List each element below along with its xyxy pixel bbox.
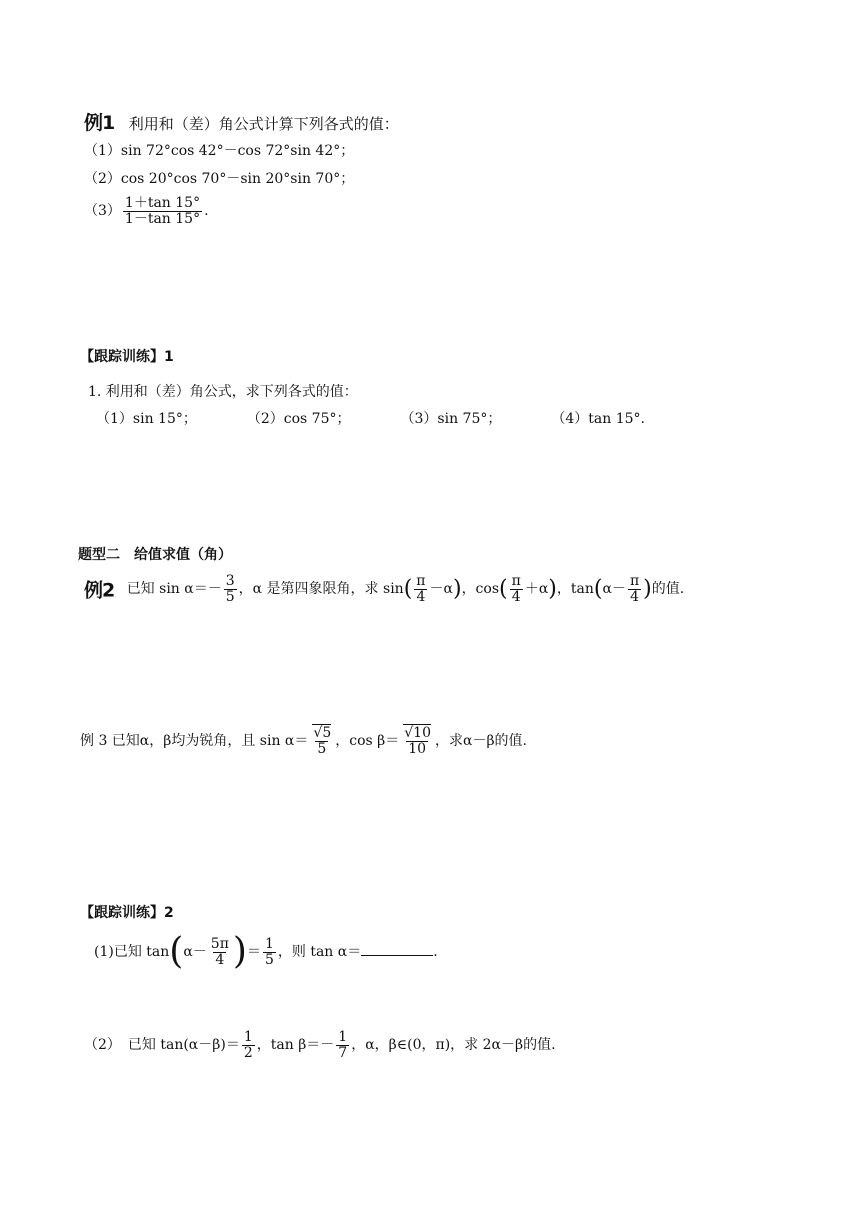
track-1-part-3: （3）sin 75°； (400, 411, 502, 427)
frac-numerator: 3 (225, 573, 235, 589)
frac-numerator: 1 (243, 1029, 253, 1045)
sqrt-radicand: √ 10 (403, 724, 431, 741)
example-2-text-1: 已知 sin α＝－ (126, 581, 222, 598)
p1-text-5: . (433, 944, 438, 960)
p2-text-2: ，tan β＝－ (256, 1037, 335, 1054)
right-paren: ) (232, 931, 247, 972)
track-1-part-4: （4）tan 15°. (551, 411, 645, 427)
frac-numerator (401, 726, 433, 741)
track-training-1-prompt: 1. 利用和（差）角公式，求下列各式的值： (88, 384, 358, 400)
example-1-item-1: （1）sin 72°cos 42°－cos 72°sin 42°； (84, 143, 355, 159)
answer-blank[interactable] (361, 943, 433, 956)
track-2-problem-2 (84, 1030, 556, 1060)
track-training-2-heading: 【跟踪训练】2 (80, 905, 174, 921)
example-1-item-2: （2）cos 20°cos 70°－sin 20°sin 70°； (84, 171, 355, 187)
example-2-text-8: 的值. (651, 581, 685, 598)
track-2-problem-1 (94, 931, 438, 972)
p2-text-3: ，α，β∈(0，π)，求 2α－β的值. (351, 1037, 556, 1054)
track-training-1-heading: 【跟踪训练】1 (80, 349, 174, 365)
frac-numerator: 1 (338, 1029, 348, 1045)
frac-denominator: 5 (317, 740, 327, 757)
frac-denominator: 4 (416, 588, 426, 605)
frac-denominator: 4 (511, 588, 521, 605)
frac-numerator: π (511, 573, 521, 589)
right-paren: ) (643, 576, 652, 602)
example-2-text-7: α－ (602, 581, 626, 598)
left-paren: ( (593, 576, 603, 602)
example-2-fraction-3 (510, 574, 523, 604)
right-paren: ) (452, 576, 462, 602)
example-2-text-5: ＋α (524, 581, 549, 598)
p1-text-1: (1)已知 tan (94, 944, 170, 960)
example-2-text-4: ，cos (461, 581, 500, 598)
example-2-text-2: ，α 是第四象限角，求 sin (238, 581, 404, 598)
p2-fraction-1 (242, 1030, 255, 1060)
frac-numerator: 1 (264, 935, 274, 952)
left-paren: ( (403, 576, 413, 602)
p1-text-4: ，则 tan α＝ (277, 944, 362, 960)
item-3-denominator: 1－tan 15° (124, 210, 201, 227)
example-2-fraction-1 (224, 574, 237, 604)
frac-numerator: π (629, 573, 640, 589)
item-3-prefix: （3） (84, 203, 121, 220)
p2-text-1: （2） 已知 tan(α－β)＝ (84, 1037, 240, 1054)
frac-numerator: 5π (210, 935, 229, 952)
frac-denominator: 7 (338, 1044, 348, 1061)
example-2-text-6: ，tan (556, 581, 594, 598)
frac-denominator: 4 (215, 951, 225, 968)
example-2 (84, 574, 684, 604)
frac-numerator: π (416, 573, 426, 589)
example-3-text-2: ，cos β＝ (335, 733, 400, 750)
frac-numerator (310, 726, 333, 741)
p1-text-3: ＝ (246, 944, 261, 960)
example-2-fraction-4 (628, 574, 641, 604)
right-paren: ) (548, 576, 557, 602)
track-1-part-2: （2）cos 75°； (246, 411, 351, 427)
example-1-prompt: 利用和（差）角公式计算下列各式的值： (128, 115, 399, 133)
frac-denominator: 2 (243, 1044, 253, 1061)
example-1 (84, 108, 399, 135)
p1-text-2: α－ (183, 944, 207, 960)
example-2-label: 例2 (84, 579, 115, 602)
example-1-item-3 (84, 196, 209, 226)
left-paren: ( (499, 576, 508, 602)
frac-denominator: 5 (225, 588, 235, 605)
example-3-fraction-1 (310, 726, 333, 756)
example-2-fraction-2 (414, 574, 427, 604)
frac-denominator: 4 (630, 588, 640, 605)
left-paren: ( (169, 931, 184, 972)
example-3-fraction-2 (401, 726, 433, 756)
type-2-heading: 题型二 给值求值（角） (78, 547, 232, 563)
frac-denominator: 10 (408, 740, 427, 757)
example-3-text-1: 例 3 已知α，β均为锐角，且 sin α＝ (80, 733, 309, 750)
frac-denominator: 5 (264, 951, 274, 968)
example-3-text-3: ，求α－β的值. (434, 733, 527, 750)
example-1-label: 例1 (84, 112, 115, 134)
track-training-1-parts (96, 408, 645, 428)
p1-fraction-2 (263, 937, 276, 967)
p2-fraction-2 (336, 1030, 349, 1060)
p1-fraction-1 (209, 937, 231, 967)
item-3-suffix: . (204, 203, 209, 220)
sqrt-radicand: √ 5 (312, 724, 331, 741)
example-2-text-3: －α (429, 581, 453, 598)
example-3 (80, 726, 527, 756)
track-1-part-1: （1）sin 15°； (96, 411, 197, 427)
item-3-numerator: 1＋tan 15° (124, 195, 201, 211)
item-3-fraction (123, 196, 202, 226)
